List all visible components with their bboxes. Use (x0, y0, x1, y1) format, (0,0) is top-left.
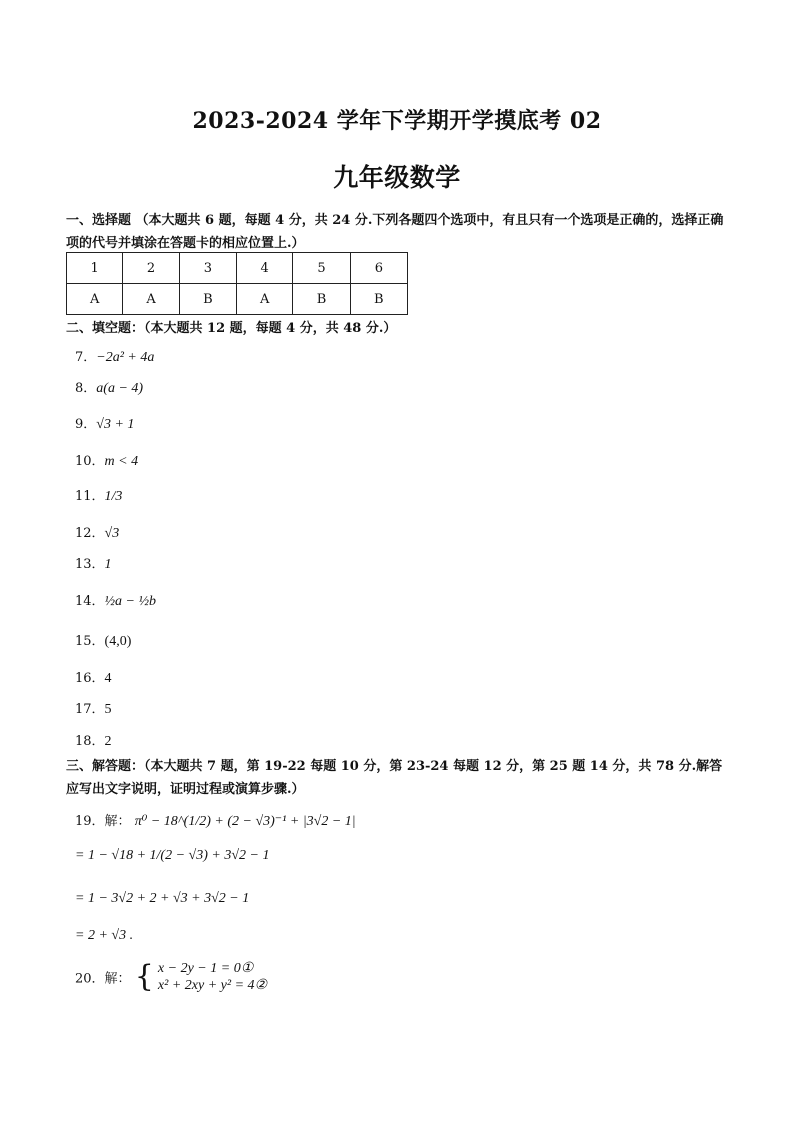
equation-1: x − 2y − 1 = 0① (157, 961, 254, 976)
answer-expression: −2a² + 4a (96, 350, 155, 365)
table-cell: 1 (67, 253, 123, 284)
q19-line-2 (75, 848, 269, 864)
answer-expression: 5 (104, 702, 112, 717)
list-item: 18．2 (75, 734, 112, 749)
section-2-heading: 二、填空题：（本大题共 12 题，每题 4 分，共 48 分.） (66, 321, 397, 336)
answer-expression: 4 (104, 671, 112, 686)
answer-expression: 1 (104, 557, 112, 572)
q19-line-3 (75, 891, 249, 907)
equation-2: x² + 2xy + y² = 4② (157, 978, 268, 993)
table-cell: 2 (123, 253, 179, 284)
answer-expression: m < 4 (104, 454, 139, 469)
list-item: 11．1/3 (75, 489, 123, 504)
table-cell: 3 (179, 253, 236, 284)
document-subtitle: 九年级数学 (333, 163, 461, 192)
answer-expression: a(a − 4) (96, 381, 144, 396)
q19-line-1: 19．解： π⁰ − 18^(1/2) + (2 − √3)⁻¹ + |3√2 − 1| (75, 814, 356, 829)
left-brace-icon: { (134, 959, 154, 994)
table-row-numbers (67, 253, 408, 284)
table-cell: B (293, 284, 350, 315)
table-row-answers (67, 284, 408, 315)
list-item: 7．−2a² + 4a (75, 350, 155, 365)
list-item: 14．½a − ½b (75, 594, 156, 609)
list-item: 12．√3 (75, 526, 120, 541)
answer-expression: (4,0) (104, 634, 132, 649)
table-cell: 5 (293, 253, 350, 284)
math-expression: = 2 + √3 . (75, 928, 134, 943)
table-cell: 6 (350, 253, 407, 284)
answer-expression: 2 (104, 734, 112, 749)
list-item: 13．1 (75, 557, 112, 572)
list-item: 10．m < 4 (75, 454, 139, 469)
list-item: 15．(4,0) (75, 634, 132, 649)
table-cell: A (123, 284, 179, 315)
table-cell: A (67, 284, 123, 315)
list-item: 16．4 (75, 671, 112, 686)
list-item: 17．5 (75, 702, 112, 717)
list-item: 8．a(a − 4) (75, 381, 144, 396)
answer-expression: √3 + 1 (96, 417, 135, 432)
table-cell: B (179, 284, 236, 315)
answer-expression: ½a − ½b (104, 594, 156, 609)
table-cell: B (350, 284, 407, 315)
answer-expression: 1/3 (104, 489, 123, 504)
answer-table (66, 252, 408, 315)
math-expression: = 1 − 3√2 + 2 + √3 + 3√2 − 1 (75, 891, 250, 906)
table-cell: A (237, 284, 293, 315)
document-title: 2023-2024 学年下学期开学摸底考 02 (192, 108, 602, 134)
section-3-heading: 三、解答题：（本大题共 7 题，第 19-22 每题 10 分，第 23-24 每题 12 分，第 25 题 14 分，共 78 分.解答应写出文字说明，证明过程或演算步骤.） (66, 759, 723, 797)
math-expression: = 1 − √18 + 1/(2 − √3) + 3√2 − 1 (75, 848, 270, 863)
math-expression: π⁰ − 18^(1/2) + (2 − √3)⁻¹ + |3√2 − 1| (134, 814, 356, 829)
q20-system: 20．解： { x − 2y − 1 = 0① x² + 2xy + y² = 4② (75, 959, 268, 994)
list-item: 9．√3 + 1 (75, 417, 135, 432)
q19-line-4 (75, 928, 133, 944)
answer-expression: √3 (104, 526, 120, 541)
table-cell: 4 (237, 253, 293, 284)
section-1-heading: 一、选择题 （本大题共 6 题，每题 4 分，共 24 分.下列各题四个选项中，有且只有一个选项是正确的，选择正确项的代号并填涂在答题卡的相应位置上.） (66, 213, 724, 251)
